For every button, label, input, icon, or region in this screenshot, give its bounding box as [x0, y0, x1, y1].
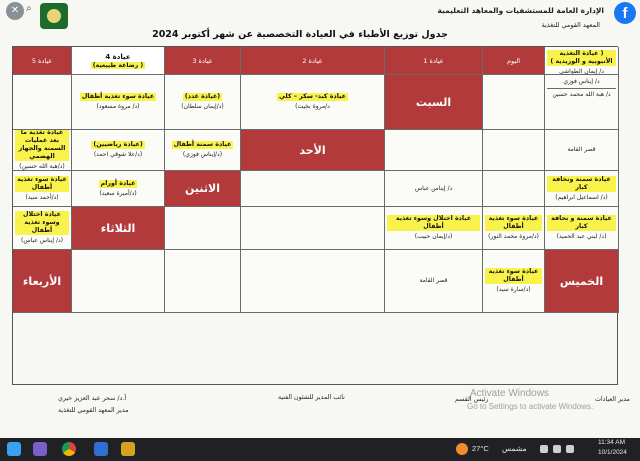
- cell-doctor: (د/سارة سيد): [496, 286, 531, 293]
- start-icon[interactable]: [7, 442, 21, 456]
- ad-choices-icon[interactable]: ✕: [6, 2, 24, 20]
- cell-doctor: (د/هبة الله حسين): [19, 163, 65, 170]
- cell-title: عيادة سوء تغذية أطفال: [15, 176, 69, 192]
- day-sunday: الأحد: [241, 130, 385, 171]
- cell-sun-c3: [13, 130, 72, 171]
- cell-title: عيادة سوء تغذية أطفال: [485, 215, 542, 231]
- cell-doctor: (د/أحمد سيد): [25, 193, 59, 201]
- cell-tue-c5: [241, 171, 385, 207]
- cell-wed-c1: [545, 207, 619, 250]
- header-clinic-4-sub: ( رضاعة طبيعية): [92, 61, 144, 69]
- header-clinic-4: [72, 47, 165, 75]
- org-line: الإدارة العامة للمستشفيات والمعاهد التعليمية: [437, 6, 604, 15]
- cell-doctor: (د/ لبني عبد الحميد): [556, 233, 607, 240]
- cell-title: عيادة سوء تغذية أطفال: [81, 93, 155, 100]
- clinics-manager-label: مدير العيادات: [595, 396, 630, 403]
- app-icon[interactable]: [94, 442, 108, 456]
- director-name: أ.د/ سحر عبد العزيز خيري: [58, 395, 127, 402]
- activate-windows-title: Activate Windows: [470, 388, 549, 399]
- cell-title: عيادة اختلال وسوء تغذية أطفال: [387, 215, 480, 231]
- cell-title: عيادة سمنة ونحافة كبار: [547, 176, 616, 192]
- cell-tue-c4: [385, 171, 483, 207]
- cell-title: (عيادة رياضيين): [93, 141, 143, 148]
- cell-title: عيادة أورام: [100, 179, 136, 187]
- search-icon[interactable]: ⌕: [26, 3, 32, 14]
- section-head-label: رئيس القسم: [455, 396, 489, 403]
- cell-doctor: د/ إيمان الطواشي: [559, 68, 604, 75]
- cell-sun-c1: [165, 130, 241, 171]
- taskbar: [0, 438, 640, 461]
- weather-icon[interactable]: [456, 443, 468, 455]
- cell-doctor: (د/علا شوقي احمد): [93, 151, 143, 158]
- cell-thu-c1: [483, 250, 545, 313]
- cell-sat-c2: [165, 75, 241, 130]
- institute-line: المعهد القومي للتغذية: [541, 21, 600, 29]
- cell-doctor: (د/ إيناس عباس): [20, 237, 64, 244]
- cell-doctor: (د/أميرة سعيد): [99, 189, 137, 197]
- cell-note: قصر القامة: [419, 277, 448, 284]
- weather-text[interactable]: مشمس: [502, 444, 527, 453]
- clock-date[interactable]: 10/1/2024: [598, 449, 627, 456]
- cell-sat-c4: [13, 75, 72, 130]
- day-thursday: الخميس: [545, 250, 619, 313]
- header-clinic-3: عيادة 3: [165, 47, 241, 75]
- cell-wed-c2: [483, 207, 545, 250]
- cell-note: قصر القامة: [567, 146, 596, 153]
- day-monday: الاثنين: [165, 171, 241, 207]
- organization-logo: [40, 3, 68, 29]
- cell-doctor: (د/مروة محمد النور): [488, 233, 539, 240]
- cell-mon-c4: [483, 130, 545, 171]
- network-icon[interactable]: [553, 445, 561, 453]
- cell-doctor: (د/ اسماعيل ابراهيم): [555, 193, 608, 201]
- tray-chevron-icon[interactable]: [540, 445, 548, 453]
- chrome-icon[interactable]: [62, 442, 76, 456]
- cell-sun-c2: [72, 130, 165, 171]
- cell-tue-c1: [13, 207, 72, 250]
- cell-thu-c3: [241, 250, 385, 313]
- cell-mon-c5: [385, 130, 483, 171]
- cell-sat-c3: [72, 75, 165, 130]
- header-day: اليوم: [483, 47, 545, 75]
- cell-doctor: (د/ مروة مسعود): [96, 103, 140, 110]
- header-clinic-4-title: عيادة 4: [105, 52, 131, 61]
- folder-icon[interactable]: [121, 442, 135, 456]
- cell-mon-c1: [72, 171, 165, 207]
- header-clinic-2: عيادة 2: [241, 47, 385, 75]
- director-title: مدير المعهد القومي للتغذية: [58, 407, 129, 414]
- cell-mon-c2: [13, 171, 72, 207]
- schedule-table: [12, 46, 618, 385]
- cell-doctor: (د/إيمان حبيب): [414, 233, 453, 240]
- cell-wed-c4: [241, 207, 385, 250]
- cell-tue-c3: [483, 171, 545, 207]
- day-saturday: السبت: [385, 75, 483, 130]
- day-tuesday: الثلاثاء: [72, 207, 165, 250]
- cell-tue-c2: [545, 171, 619, 207]
- deputy-director-label: نائب المدير للشئون الفنية: [278, 394, 345, 401]
- cell-divider: [547, 88, 616, 89]
- page-title: جدول توزيع الأطباء في العيادة التخصصية عن شهر أكتوبر 2024: [152, 29, 448, 40]
- clock-time[interactable]: 11:34 AM: [598, 439, 625, 446]
- activate-windows-subtitle: Go to Settings to activate Windows.: [467, 402, 594, 411]
- cell-thu-c2: [385, 250, 483, 313]
- cell-thu-c5: [72, 250, 165, 313]
- cell-title: عيادة تغذية ما بعد عمليات السمنة والجهاز الهضمي: [15, 130, 69, 161]
- cell-title: ( عيادة التغذية الأنبوبية و الوريدية ): [547, 50, 616, 66]
- cell-title: (عيادة غدد): [184, 93, 221, 100]
- cell-wed-c3: [385, 207, 483, 250]
- app-icon[interactable]: [33, 442, 47, 456]
- cell-title: عيادة كبد- سكر – كلي: [279, 93, 346, 100]
- cell-doctor: (د/إيناس فوزي): [182, 151, 223, 158]
- cell-title: عيادة اختلال وسوء تغذية أطفال: [15, 211, 69, 235]
- cell-sat-c1: [241, 75, 385, 130]
- cell-doctor: د/مروة بخيت): [295, 103, 330, 110]
- volume-icon[interactable]: [566, 445, 574, 453]
- cell-thu-c4: [165, 250, 241, 313]
- cell-doctor-bottom: د/ هبة الله محمد حسين: [552, 91, 611, 98]
- cell-title: عيادة سمنة و نحافة كبار: [547, 215, 616, 231]
- cell-doctor: د/ إيناس عباس: [414, 184, 453, 192]
- facebook-icon[interactable]: f: [614, 2, 636, 24]
- cell-wed-c5: [165, 207, 241, 250]
- cell-title: عيادة سمنة أطفال: [173, 141, 232, 148]
- cell-doctor-top: د/ إيناس فوزي: [563, 78, 600, 85]
- day-wednesday: الأربعاء: [13, 250, 72, 313]
- cell-sun-c5: [483, 75, 545, 130]
- cell-sun-c4: [545, 75, 619, 130]
- cell-doctor: (د/إيمان سلطان): [181, 103, 224, 110]
- temperature[interactable]: 27°C: [472, 444, 489, 453]
- cell-title: عيادة سوء تغذية أطفال: [485, 268, 542, 284]
- cell-mon-c3: [545, 130, 619, 171]
- header-clinic-5: عيادة 5: [13, 47, 72, 75]
- cell-sat-c5: [545, 47, 619, 75]
- header-clinic-1: عيادة 1: [385, 47, 483, 75]
